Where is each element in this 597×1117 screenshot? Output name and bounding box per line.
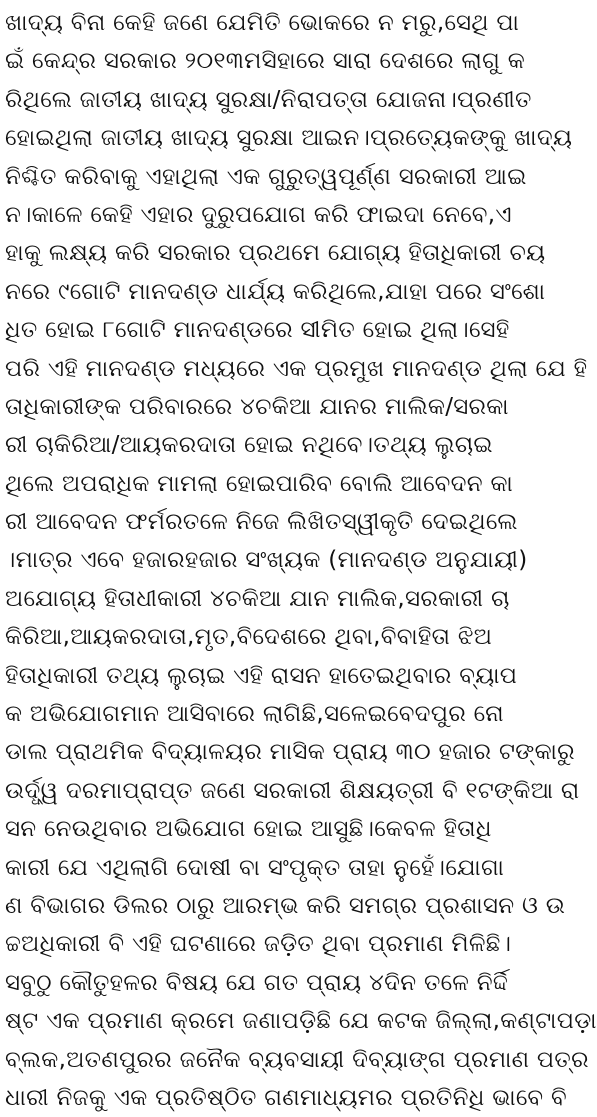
text-line: ଖାଦ୍ୟ ବିନା କେହି ଜଣେ ଯେମିତି ଭୋକରେ ନ ମରୁ,ସେଥି ପା bbox=[5, 10, 520, 36]
text-line: ଧାରୀ ନିଜକୁ ଏକ ପ୍ରତିଷ୍ଠିତ ଗଣମାଧ୍ୟମର ପ୍ରତିନିଧି ଭାବେ ବି bbox=[5, 1084, 567, 1111]
text-line: ଥିଲେ ଅପରାଧିକ ମାମଲା ହୋଇପାରିବ ବୋଲି ଆବେଦନ କା bbox=[5, 470, 514, 497]
article-text bbox=[5, 4, 597, 1117]
text-line: ରିଥିଲେ ଜାତୀୟ ଖାଦ୍ୟ ସୁରକ୍ଷା/ନିରାପତ୍ତା ଯୋଜନା।ପ୍ରଣୀତ bbox=[5, 86, 532, 113]
text-line: ଉର୍ଦ୍ଧ୍ୱ ଦରମାପ୍ରାପ୍ତ ଜଣେ ସରକାରୀ ଶିକ୍ଷୟତ୍ରୀ ବି ୧ଟଙ୍କିଆ ରା bbox=[5, 777, 580, 804]
text-line: ନରେ ୯ଗୋଟି ମାନଦଣ୍ଡ ଧାର୍ଯ୍ୟ କରିଥିଲେ,ଯାହା ପରେ ସଂଶୋ bbox=[5, 278, 546, 305]
text-line: ହିତାଧିକାରୀ ତଥ୍ୟ ଲୁଚାଇ ଏହି ରାସନ ହାତେଇଥିବାର ବ୍ୟାପ bbox=[5, 662, 518, 689]
text-line: ଚ୍ଚଅଧିକାରୀ ବି ଏହି ଘଟଣାରେ ଜଡ଼ିତ ଥିବା ପ୍ରମାଣ ମିଳିଛି। bbox=[5, 931, 512, 958]
text-line: ସନ ନେଉଥିବାର ଅଭିଯୋଗ ହୋଇ ଆସୁଛି।କେବଳ ହିତାଧି bbox=[5, 816, 492, 843]
text-line: ବ୍ଲକ,ଅତଣପୁରର ଜନୈକ ବ୍ୟବସାୟୀ ଦିବ୍ୟାଙ୍ଗ ପ୍ରମାଣ ପତ୍ର bbox=[5, 1046, 589, 1073]
text-line: ରୀ ଚାକିରିଆ/ଆୟକରଦାତା ହୋଇ ନଥିବେ।ତଥ୍ୟ ଲୁଚାଇ bbox=[5, 432, 493, 459]
text-line: ଣ ବିଭାଗର ଡିଲର ଠାରୁ ଆରମ୍ଭ କରି ସମଗ୍ର ପ୍ରଶାସନ ଓ ଉ bbox=[5, 892, 566, 919]
text-line: ଷ୍ଟ ଏକ ପ୍ରମାଣ କ୍ରମେ ଜଣାପଡ଼ିଛି ଯେ କଟକ ଜିଲ୍ଲା,କଣ୍ଟାପଡ଼ା bbox=[5, 1008, 597, 1035]
text-line: ସବୁଠୁ କୌତୁହଳର ବିଷୟ ଯେ ଗତ ପ୍ରାୟ ୪ଦିନ ତଳେ ନିର୍ଦ୍ଦି bbox=[5, 969, 509, 996]
text-line: ଇଁ କେନ୍ଦ୍ର ସରକାର ୨୦୧୩ମସିହାରେ ସାରା ଦେଶରେ ଲାଗୁ କ bbox=[5, 48, 526, 75]
text-line: ରୀ ଆବେଦନ ଫର୍ମରତଳେ ନିଜେ ଲିଖିତସ୍ୱୀକୃତି ଦେଇଥିଲେ bbox=[5, 509, 518, 536]
text-line: କିରିଆ,ଆୟକରଦାତା,ମୃତ,ବିଦେଶରେ ଥିବା,ବିବାହିତା ଝିଅ bbox=[5, 624, 493, 651]
text-line: ତାଧିକାରୀଙ୍କ ପରିବାରରେ ୪ଚକିଆ ଯାନର ମାଲିକ/ସରକା bbox=[5, 393, 509, 420]
text-line: କାରୀ ଯେ ଏଥିଲାଗି ଦୋଷୀ ବା ସଂପୃକ୍ତ ତାହା ନୁହେଁ।ଯୋଗା bbox=[5, 854, 505, 881]
text-line: ଡାଲ ପ୍ରାଥମିକ ବିଦ୍ୟାଳୟର ମାସିକ ପ୍ରାୟ ୩୦ ହଜାର ଟଙ୍କାରୁ bbox=[5, 739, 575, 766]
text-line: ନ।କାଳେ କେହି ଏହାର ଦୁରୁପଯୋଗ କରି ଫାଇଦା ନେବେ,ଏ bbox=[5, 201, 512, 228]
text-line: ।ମାତ୍ର ଏବେ ହଜାରହଜାର ସଂଖ୍ୟକ (ମାନଦଣ୍ଡ ଅନୁଯାୟୀ) bbox=[5, 547, 528, 574]
text-line: ହାକୁ ଲକ୍ଷ୍ୟ କରି ସରକାର ପ୍ରଥମେ ଯୋଗ୍ୟ ହିତାଧିକାରୀ ଚୟ bbox=[5, 240, 546, 267]
text-line: ଧିତ ହୋଇ ୮ଗୋଟି ମାନଦଣ୍ଡରେ ସୀମିତ ହୋଇ ଥିଲା।ସେହି bbox=[5, 317, 510, 344]
text-line: ହୋଇଥିଲା ଜାତୀୟ ଖାଦ୍ୟ ସୁରକ୍ଷା ଆଇନ।ପ୍ରତ୍ୟେକଙ୍କୁ ଖାଦ୍ୟ bbox=[5, 125, 573, 152]
text-line: ପରି ଏହି ମାନଦଣ୍ଡ ମଧ୍ୟରେ ଏକ ପ୍ରମୁଖ ମାନଦଣ୍ଡ ଥିଲା ଯେ ହି bbox=[5, 355, 588, 382]
text-line: କ ଅଭିଯୋଗମାନ ଆସିବାରେ ଲାଗିଛି,ସଳେଇବେଦପୁର ନୋ bbox=[5, 701, 504, 728]
text-line: ଅଯୋଗ୍ୟ ହିତାଧୀକାରୀ ୪ଚକିଆ ଯାନ ମାଲିକ,ସରକାରୀ ଚା bbox=[5, 585, 510, 612]
text-line: ନିଶ୍ଚିତ କରିବାକୁ ଏହାଥିଲା ଏକ ଗୁରୁତ୍ୱପୂର୍ଣ୍ଣ ସରକାରୀ ଆଇ bbox=[5, 163, 527, 190]
